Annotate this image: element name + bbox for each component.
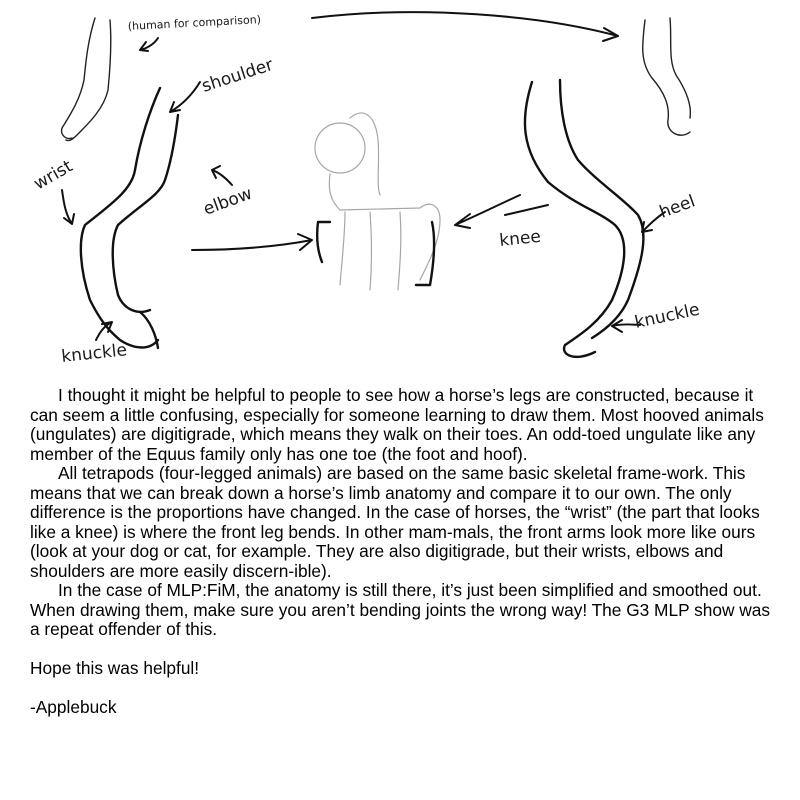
anatomy-sketch — [0, 0, 800, 375]
elbow-arrow — [212, 166, 232, 185]
knee-label: knee — [498, 226, 542, 251]
comparison-arrow — [312, 12, 618, 41]
comparison-label-arrow — [140, 38, 158, 51]
knee-arrow — [455, 195, 548, 228]
comparison-label: (human for comparison) — [127, 13, 262, 33]
elbow-label: elbow — [200, 183, 255, 220]
human-leg-sketch — [643, 18, 691, 135]
paragraph-3: In the case of MLP:FiM, the anatomy is still there, it’s just been simplified and smoothed out. When drawing them, make sure you aren’t bending joints the wrong way! The G3 MLP show was a repeat offender of this. — [30, 580, 770, 639]
paragraph-2: All tetrapods (four-legged animals) are based on the same basic skeletal frame-work. This means that we can break down a horse’s limb anatomy and compare it to our own. The only difference is the proportions have changed. In the case of horses, the “wrist” (the part that looks like a knee) is where the front leg bends. In other mam-mals, the front arms look more like ours (look at your dog or cat, for example. They are also digitigrade, but their wrists, elbows and shoulders are more easily discern-ible). — [30, 463, 760, 581]
human-arm-sketch — [62, 18, 111, 141]
heel-label: heel — [656, 191, 698, 223]
shoulder-label: shoulder — [199, 54, 276, 97]
knuckle-front-label: knuckle — [60, 340, 128, 367]
paragraph-1: I thought it might be helpful to people to see how a horse’s legs are constructed, because it can seem a little confusing, especially for someone learning to draw them. Most hooved animals (ungulates) are digitigrade, which means they walk on their toes. An odd-toed ungulate like any member of the Equus family only has one toe (the foot and hoof). — [30, 385, 764, 464]
wrist-label: wrist — [30, 156, 77, 195]
signature: -Applebuck — [30, 697, 117, 717]
article-body — [30, 386, 780, 718]
front-to-pony-arrow — [192, 234, 312, 250]
closing-line: Hope this was helpful! — [30, 658, 200, 678]
shoulder-arrow — [170, 82, 200, 112]
knuckle-hind-label: knuckle — [632, 299, 702, 333]
horse-hind-leg-sketch — [525, 80, 643, 357]
pony-sketch — [315, 113, 440, 290]
wrist-arrow — [62, 190, 74, 224]
horse-front-leg-sketch — [81, 88, 178, 348]
